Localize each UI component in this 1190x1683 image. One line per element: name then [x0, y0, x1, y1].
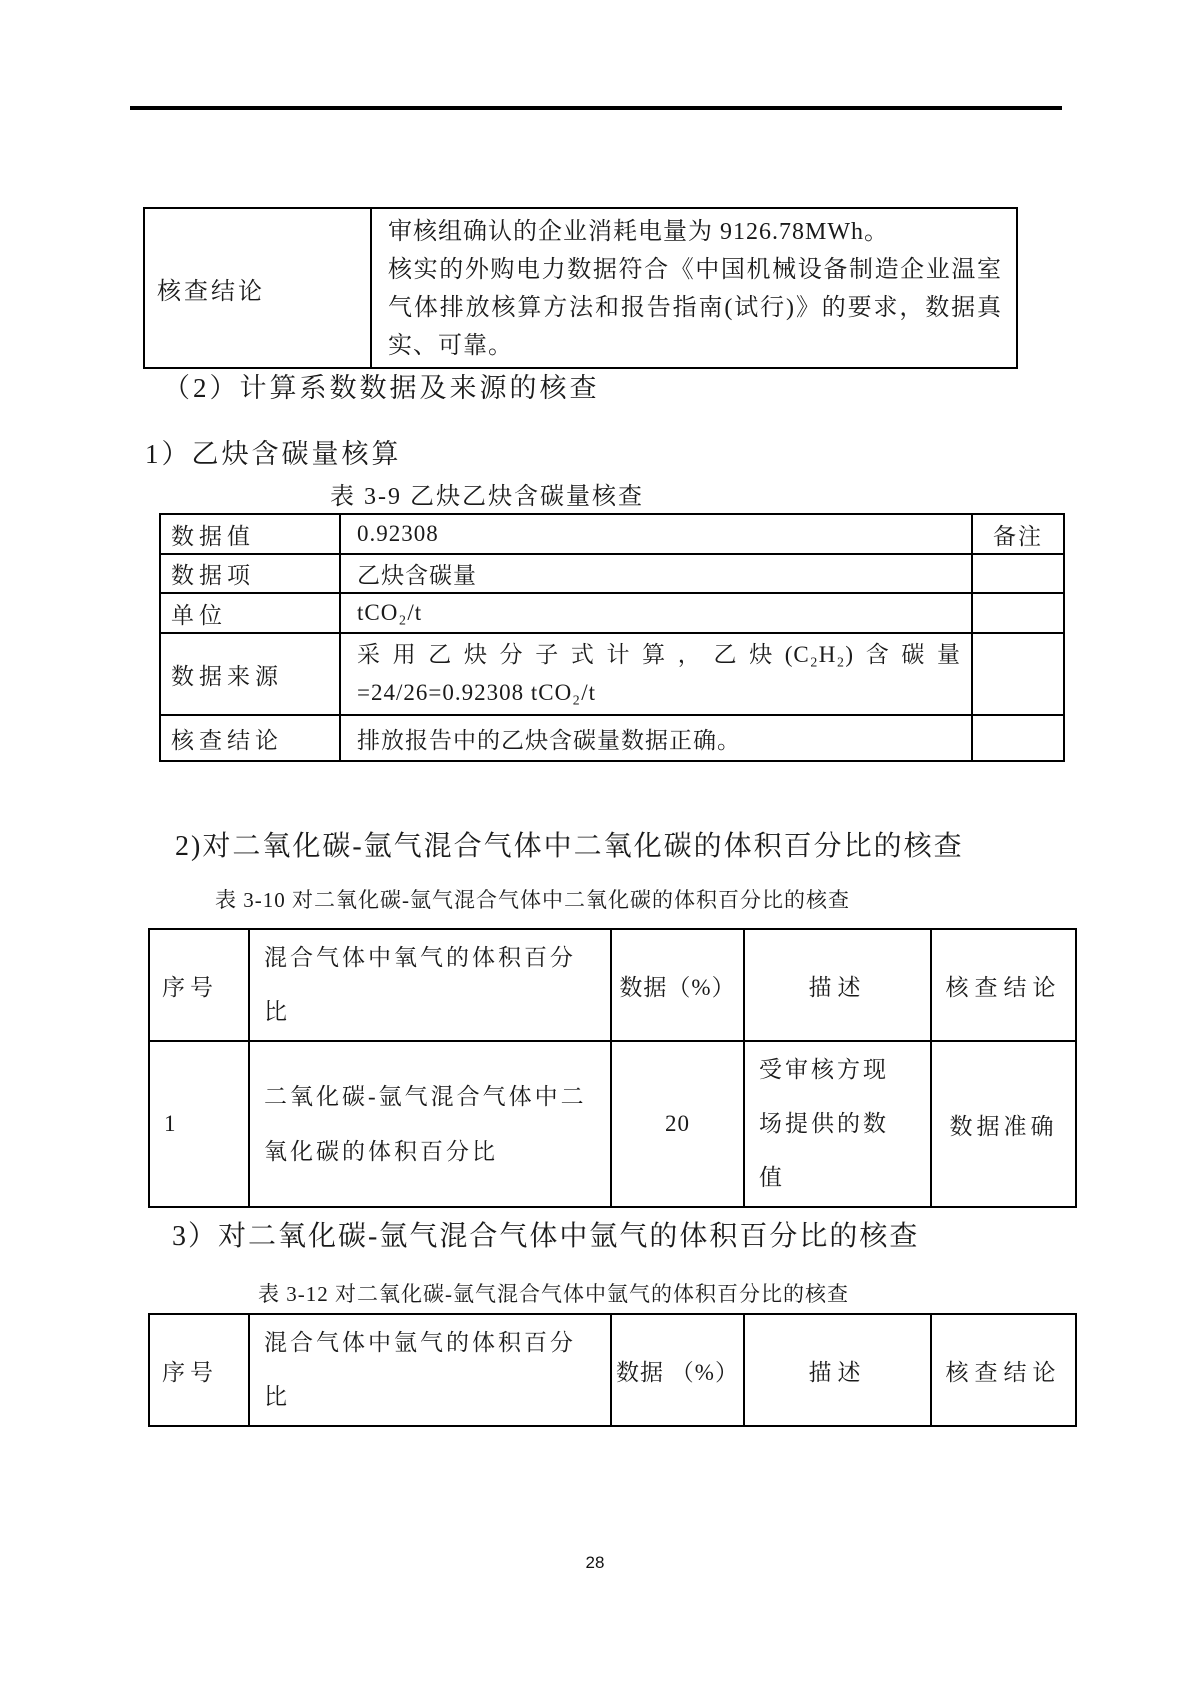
table-3-10 — [148, 928, 1077, 1208]
column-header-conclusion: 核查结论 — [931, 1314, 1076, 1426]
column-header-item: 混合气体中氧气的体积百分比 — [249, 929, 611, 1041]
desc-cell: 受审核方现场提供的数值 — [744, 1041, 931, 1207]
column-header-data: 数据（%） — [611, 929, 744, 1041]
note-cell — [972, 633, 1064, 715]
row-label: 数据来源 — [160, 633, 340, 715]
table-3-9 — [159, 513, 1065, 762]
section-heading-acetylene: 1）乙炔含碳量核算 — [145, 439, 402, 469]
verification-conclusion-table — [143, 207, 1018, 369]
table-row — [149, 1041, 1076, 1207]
row-label: 核查结论 — [160, 715, 340, 761]
column-header-data: 数据 （%） — [611, 1314, 744, 1426]
note-cell — [972, 554, 1064, 593]
table-row — [160, 633, 1064, 715]
column-header-conclusion: 核查结论 — [931, 929, 1076, 1041]
table-3-9-caption: 表 3-9 乙炔乙炔含碳量核查 — [330, 484, 644, 510]
conclusion-line: 核实的外购电力数据符合《中国机械设备制造企业温室气体排放核算方法和报告指南(试行)》的要求，数据真实、可靠。 — [388, 257, 1002, 359]
data-source-line: =24/26=0.92308 tCO₂/t — [357, 680, 596, 705]
section-heading-calc-factor: （2）计算系数数据及来源的核查 — [163, 373, 600, 403]
conclusion-line: 审核组确认的企业消耗电量为 9126.78MWh。 — [388, 219, 889, 245]
column-header-seq: 序号 — [149, 1314, 249, 1426]
table-cell: tCO₂/t — [340, 593, 972, 633]
column-header-item: 混合气体中氩气的体积百分比 — [249, 1314, 611, 1426]
column-header-seq: 序号 — [149, 929, 249, 1041]
row-label: 单位 — [160, 593, 340, 633]
column-header-desc: 描述 — [744, 1314, 931, 1426]
table-cell: 0.92308 — [340, 514, 972, 554]
table-row — [160, 514, 1064, 554]
conclusion-content-cell — [371, 208, 1017, 368]
table-3-10-caption: 表 3-10 对二氧化碳-氩气混合气体中二氧化碳的体积百分比的核查 — [215, 888, 850, 912]
section-heading-co2-percent: 2)对二氧化碳-氩气混合气体中二氧化碳的体积百分比的核查 — [175, 831, 964, 862]
page-number: 28 — [585, 1553, 605, 1572]
item-cell: 二氧化碳-氩气混合气体中二氧化碳的体积百分比 — [249, 1041, 611, 1207]
note-header-cell: 备注 — [972, 514, 1064, 554]
table-header-row — [149, 929, 1076, 1041]
row-label: 核查结论 — [144, 208, 371, 368]
table-3-12 — [148, 1313, 1077, 1427]
table-row — [144, 208, 1017, 368]
column-header-desc: 描述 — [744, 929, 931, 1041]
data-source-cell — [340, 633, 972, 715]
table-row — [160, 593, 1064, 633]
table-cell: 排放报告中的乙炔含碳量数据正确。 — [340, 715, 972, 761]
data-cell: 20 — [611, 1041, 744, 1207]
conclusion-cell: 数据准确 — [931, 1041, 1076, 1207]
table-3-12-caption: 表 3-12 对二氧化碳-氩气混合气体中氩气的体积百分比的核查 — [258, 1282, 849, 1306]
table-cell: 乙炔含碳量 — [340, 554, 972, 593]
table-row — [160, 715, 1064, 761]
note-cell — [972, 715, 1064, 761]
seq-cell: 1 — [149, 1041, 249, 1207]
note-cell — [972, 593, 1064, 633]
section-heading-argon-percent: 3）对二氧化碳-氩气混合气体中氩气的体积百分比的核查 — [172, 1221, 920, 1252]
table-header-row — [149, 1314, 1076, 1426]
table-row — [160, 554, 1064, 593]
data-source-line: 采用乙炔分子式计算，乙炔(C₂H₂)含碳量 — [357, 642, 961, 667]
row-label: 数据值 — [160, 514, 340, 554]
row-label: 数据项 — [160, 554, 340, 593]
header-rule — [130, 106, 1062, 110]
